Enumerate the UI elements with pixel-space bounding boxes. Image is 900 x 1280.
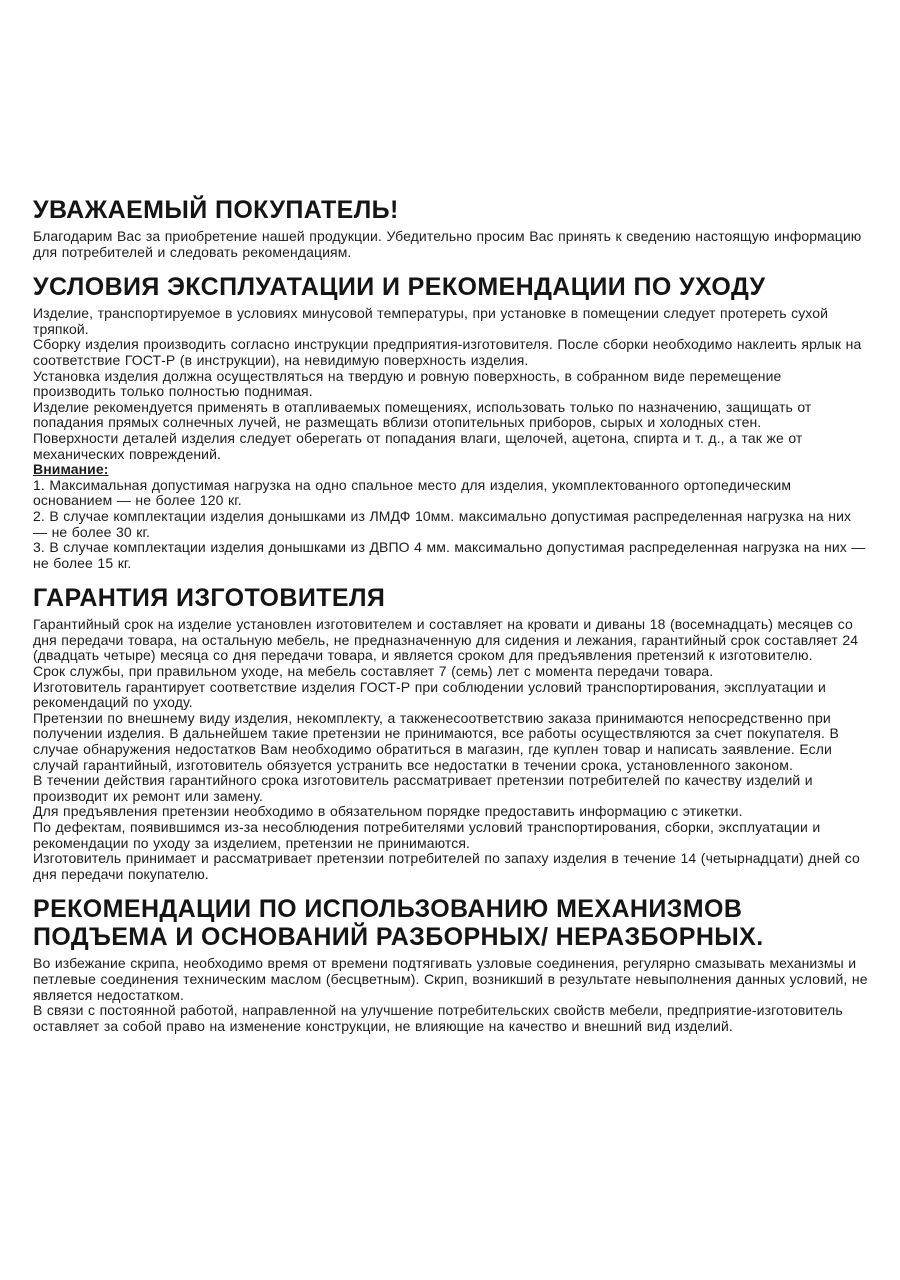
paragraph: Изделие рекомендуется применять в отапливаемых помещениях, использовать только по назначению, защищать от попадания прямых солнечных лучей, не размещать вблизи отопительных приборов, сырых и холодных стен. — [33, 398, 812, 431]
paragraph: Изготовитель гарантирует соответствие изделия ГОСТ-Р при соблюдении условий транспортирования, эксплуатации и рекомендаций по уходу. — [33, 678, 826, 711]
paragraph: Благодарим Вас за приобретение нашей продукции. Убедительно просим Вас принять к сведению настоящую информацию для потребителей и следовать рекомендациям. — [33, 228, 862, 260]
paragraph: Поверхности деталей изделия следует оберегать от попадания влаги, щелочей, ацетона, спирта и т. д., а так же от механических повреждений. — [33, 429, 803, 462]
paragraph: Претензии по внешнему виду изделия, некомплекту, а такженесоответствию заказа принимаются непосредственно при получении изделия. В дальнейшем такие претензии не принимаются, все работы осуществляются за счет покупателя. В случае обнаружения недостатков Вам необходимо обратиться в магазин, где куплен товар и написать заявление. Если случай гарантийный, изготовитель обязуется устранить все недостатки в течении срока, установленного законом. — [33, 709, 839, 773]
paragraph: В связи с постоянной работой, направленной на улучшение потребительских свойств мебели, предприятие-изготовитель оставляет за собой право на изменение конструкции, не влияющие на качество и внешний вид изделий. — [33, 1002, 843, 1034]
section-warranty — [33, 584, 868, 882]
paragraph: Срок службы, при правильном уходе, на мебель составляет 7 (семь) лет с момента передачи товара. — [33, 663, 714, 680]
section-heading: УСЛОВИЯ ЭКСПЛУАТАЦИИ И РЕКОМЕНДАЦИИ ПО УХОДУ — [33, 273, 766, 302]
section-heading: РЕКОМЕНДАЦИИ ПО ИСПОЛЬЗОВАНИЮ МЕХАНИЗМОВ ПОДЪЕМА И ОСНОВАНИЙ РАЗБОРНЫХ/ НЕРАЗБОРНЫХ. — [33, 895, 764, 952]
paragraph: 2. В случае комплектации изделия донышками из ЛМДФ 10мм. максимально допустимая распределенная нагрузка на них — не более 30 кг. — [33, 507, 852, 540]
paragraph: Изготовитель принимает и рассматривает претензии потребителей по запаху изделия в течение 14 (четырнадцати) дней со дня передачи покупателю. — [33, 850, 860, 882]
paragraph: Сборку изделия производить согласно инструкции предприятия-изготовителя. После сборки необходимо наклеить ярлык на соответствие ГОСТ-Р (в инструкции), на невидимую поверхность изделия. — [33, 336, 862, 368]
paragraph: В течении действия гарантийного срока изготовитель рассматривает претензии потребителей по качеству изделий и производит их ремонт или замену. — [33, 772, 813, 804]
paragraph: Установка изделия должна осуществляться на твердую и ровную поверхность, в собранном виде перемещение производить только полностью поднимая. — [33, 367, 782, 400]
paragraph: 1. Максимальная допустимая нагрузка на одно спальное место для изделия, укомплектованного ортопедическим основанием — не более 120 кг. — [33, 476, 792, 509]
paragraph: Гарантийный срок на изделие установлен изготовителем и составляет на кровати и диваны 18 (восемнадцать) месяцев со дня передачи товара, на остальную мебель, не предназначенную для сидения и лежания, гарантийный срок составляет 24 (двадцать четыре) месяца со дня передачи товара, и является сроком для предъявления претензий к изготовителю. — [33, 616, 859, 664]
section-heading: ГАРАНТИЯ ИЗГОТОВИТЕЛЯ — [33, 584, 386, 613]
section-mechanisms — [33, 895, 868, 1034]
paragraph: По дефектам, появившимся из-за несоблюдения потребителями условий транспортирования, сборки, эксплуатации и рекомендации по уходу за изделием, претензии не принимаются. — [33, 819, 821, 851]
paragraph: Во избежание скрипа, необходимо время от времени подтягивать узловые соединения, регулярно смазывать механизмы и петлевые соединения техническим маслом (бесцветным). Скрип, возникший в результате невыполнения данных условий, не является недостатком. — [33, 955, 868, 1003]
document-body — [33, 196, 868, 1034]
paragraph: Изделие, транспортируемое в условиях минусовой температуры, при установке в помещении следует протереть сухой тряпкой. — [33, 305, 829, 337]
paragraph: 3. В случае комплектации изделия донышками из ДВПО 4 мм. максимально допустимая распределенная нагрузка на них — не более 15 кг. — [33, 539, 866, 571]
section-greeting — [33, 196, 868, 260]
paragraph: Для предъявления претензии необходимо в обязательном порядке предоставить информацию с этикетки. — [33, 803, 743, 820]
section-heading: УВАЖАЕМЫЙ ПОКУПАТЕЛЬ! — [33, 196, 399, 224]
section-usage-conditions — [33, 273, 868, 571]
attention-label: Внимание: — [33, 461, 109, 478]
